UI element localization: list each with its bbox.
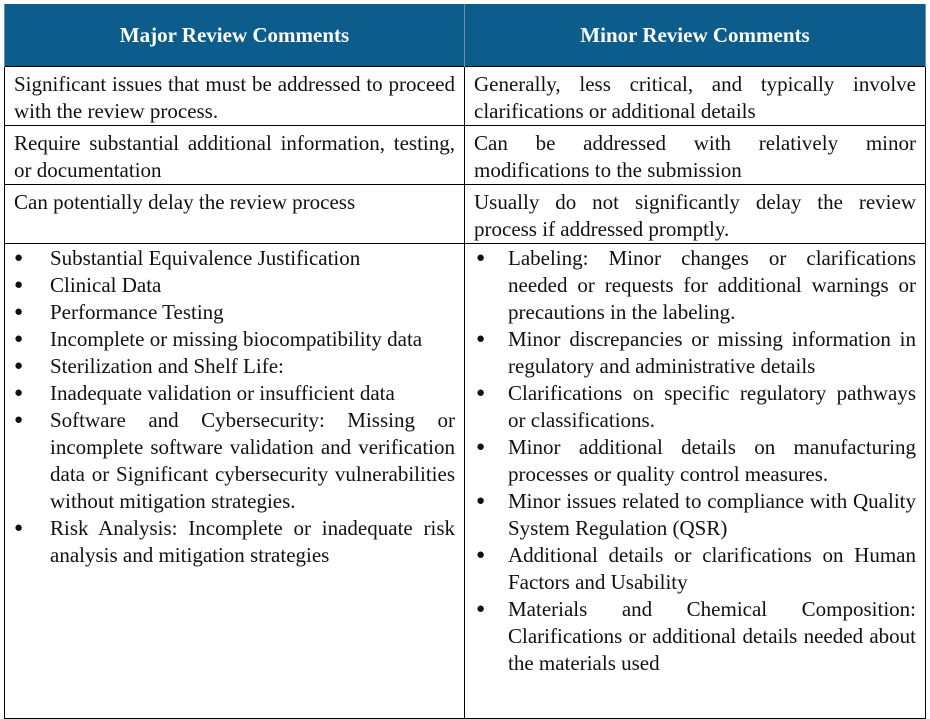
minor-cell: Generally, less critical, and typically involve clarifications or additional details bbox=[465, 67, 926, 126]
list-item bbox=[474, 488, 916, 542]
list-item-text: Minor discrepancies or missing information in regulatory and administrative details bbox=[508, 327, 916, 378]
bullet-icon: ● bbox=[14, 331, 24, 347]
bullet-icon: ● bbox=[14, 277, 24, 293]
list-item bbox=[14, 245, 455, 272]
bullet-icon: ● bbox=[14, 385, 24, 401]
minor-bullets-cell bbox=[465, 244, 926, 719]
minor-cell: Can be addressed with relatively minor modifications to the submission bbox=[465, 126, 926, 185]
list-item bbox=[14, 272, 455, 299]
list-item-text: Sterilization and Shelf Life: bbox=[50, 354, 284, 378]
list-item bbox=[474, 380, 916, 434]
list-item bbox=[474, 542, 916, 596]
bullet-icon: ● bbox=[14, 304, 24, 320]
bullet-icon: ● bbox=[476, 439, 486, 455]
minor-bullet-list bbox=[474, 245, 916, 677]
bullet-icon: ● bbox=[476, 601, 486, 617]
list-item bbox=[14, 515, 455, 569]
list-item bbox=[474, 596, 916, 677]
header-row bbox=[5, 4, 926, 67]
list-item-text: Risk Analysis: Incomplete or inadequate risk analysis and mitigation strategies bbox=[50, 516, 455, 567]
bullet-icon: ● bbox=[476, 385, 486, 401]
review-comments-table bbox=[4, 4, 926, 719]
list-item-text: Software and Cybersecurity: Missing or incomplete software validation and verification data or Significant cybersecurity vulnerabilities without mitigation strategies. bbox=[50, 408, 455, 513]
major-cell: Significant issues that must be addressed to proceed with the review process. bbox=[5, 67, 465, 126]
bullet-icon: ● bbox=[476, 331, 486, 347]
list-item bbox=[14, 299, 455, 326]
header-major: Major Review Comments bbox=[5, 4, 465, 67]
bullet-icon: ● bbox=[476, 250, 486, 266]
table-row bbox=[5, 244, 926, 719]
list-item-text: Incomplete or missing biocompatibility data bbox=[50, 327, 423, 351]
bullet-icon: ● bbox=[476, 547, 486, 563]
list-item bbox=[474, 326, 916, 380]
major-bullet-list bbox=[14, 245, 455, 569]
list-item-text: Labeling: Minor changes or clarifications needed or requests for additional warnings or precautions in the labeling. bbox=[508, 246, 916, 324]
list-item-text: Inadequate validation or insufficient data bbox=[50, 381, 395, 405]
list-item bbox=[14, 380, 455, 407]
list-item-text: Substantial Equivalence Justification bbox=[50, 246, 361, 270]
list-item bbox=[14, 407, 455, 515]
bullet-icon: ● bbox=[14, 412, 24, 428]
list-item bbox=[474, 245, 916, 326]
list-item-text: Minor issues related to compliance with Quality System Regulation (QSR) bbox=[508, 489, 916, 540]
table-row bbox=[5, 185, 926, 244]
list-item bbox=[14, 326, 455, 353]
bullet-icon: ● bbox=[14, 250, 24, 266]
major-cell: Can potentially delay the review process bbox=[5, 185, 465, 244]
list-item-text: Clarifications on specific regulatory pathways or classifications. bbox=[508, 381, 916, 432]
header-minor: Minor Review Comments bbox=[465, 4, 926, 67]
list-item-text: Additional details or clarifications on Human Factors and Usability bbox=[508, 543, 916, 594]
bullet-icon: ● bbox=[14, 358, 24, 374]
major-cell: Require substantial additional information, testing, or documentation bbox=[5, 126, 465, 185]
table-row bbox=[5, 67, 926, 126]
table-row bbox=[5, 126, 926, 185]
minor-cell: Usually do not significantly delay the review process if addressed promptly. bbox=[465, 185, 926, 244]
list-item bbox=[474, 434, 916, 488]
list-item-text: Minor additional details on manufacturing processes or quality control measures. bbox=[508, 435, 916, 486]
major-bullets-cell bbox=[5, 244, 465, 719]
bullet-icon: ● bbox=[476, 493, 486, 509]
bullet-icon: ● bbox=[14, 520, 24, 536]
list-item-text: Performance Testing bbox=[50, 300, 224, 324]
list-item-text: Clinical Data bbox=[50, 273, 162, 297]
list-item-text: Materials and Chemical Composition: Clarifications or additional details needed about the materials used bbox=[508, 597, 916, 675]
list-item bbox=[14, 353, 455, 380]
